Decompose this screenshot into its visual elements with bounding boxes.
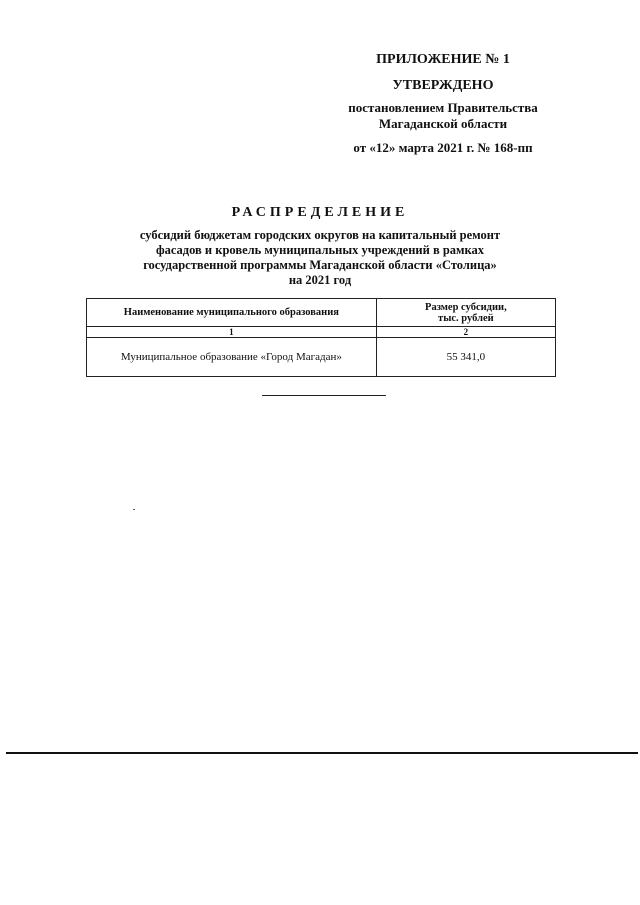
scan-edge-line: [6, 752, 638, 754]
document-heading: РАСПРЕДЕЛЕНИЕ: [231, 205, 409, 220]
approved-label: УТВЕРЖДЕНО: [392, 78, 494, 93]
municipality-name-cell: Муниципальное образование «Город Магадан»: [87, 338, 377, 377]
subheading-line-3: государственной программы Магаданской области «Столица»: [143, 258, 497, 272]
column-number-row: [87, 327, 556, 338]
decree-date: от «12» марта 2021 г. № 168-пп: [353, 140, 533, 155]
subheading-line-1: субсидий бюджетам городских округов на капитальный ремонт: [139, 228, 501, 242]
column-header-subsidy-amount: [376, 299, 555, 327]
table-header-row: [87, 299, 556, 327]
subheading-line-2: фасадов и кровель муниципальных учреждений в рамках: [155, 243, 485, 257]
scan-speck: [133, 509, 135, 510]
subheading-line-4: на 2021 год: [288, 273, 352, 287]
column-header-subsidy-line-1: Размер субсидии,: [425, 301, 507, 313]
column-number-2: 2: [376, 327, 555, 338]
subsidy-table: [86, 298, 556, 377]
decree-line-1: постановлением Правительства: [348, 100, 538, 115]
end-of-document-rule: [262, 395, 386, 396]
column-header-subsidy-line-2: тыс. рублей: [438, 312, 494, 324]
table-row: [87, 338, 556, 377]
document-subheading: [90, 228, 550, 288]
decree-reference: [318, 100, 568, 132]
subsidy-amount-cell: 55 341,0: [376, 338, 555, 377]
decree-line-2: Магаданской области: [378, 116, 508, 131]
column-number-1: 1: [87, 327, 377, 338]
column-header-municipality: Наименование муниципального образования: [87, 299, 377, 327]
appendix-title: ПРИЛОЖЕНИЕ № 1: [376, 52, 510, 67]
